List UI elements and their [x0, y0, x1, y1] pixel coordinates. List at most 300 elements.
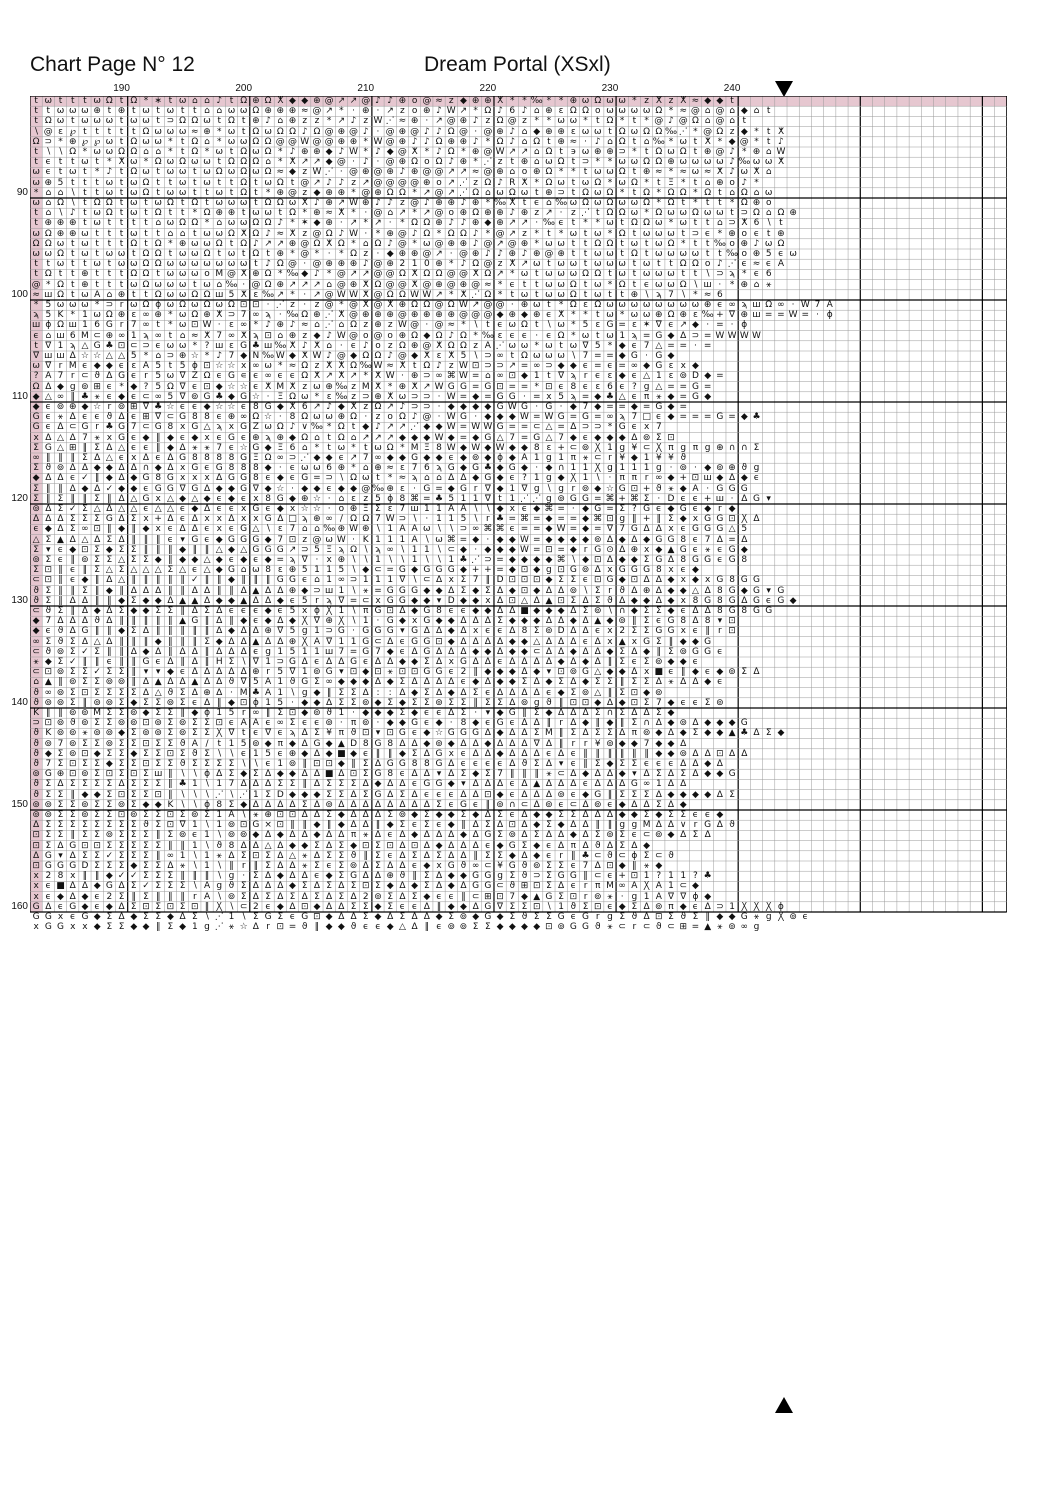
stitch-symbol: D [496, 575, 504, 586]
stitch-symbol: t [534, 289, 539, 300]
stitch-symbol: ◆ [618, 810, 626, 820]
stitch-symbol: ω [203, 238, 211, 249]
stitch-symbol: 1 [509, 493, 516, 504]
stitch-symbol: G [447, 381, 455, 392]
stitch-symbol: ϑ [656, 922, 662, 933]
stitch-symbol: Ω [594, 269, 602, 280]
stitch-symbol: ⊕ [117, 289, 126, 300]
stitch-symbol: ω [581, 177, 590, 188]
stitch-symbol: ⵅ [326, 361, 333, 372]
stitch-symbol: Ω [472, 208, 480, 219]
stitch-symbol: ◆ [44, 524, 52, 535]
stitch-symbol: Δ [533, 789, 540, 800]
stitch-symbol: r [107, 402, 112, 412]
stitch-symbol: Σ [314, 728, 320, 739]
stitch-symbol: π [338, 728, 345, 739]
stitch-symbol: ▾ [143, 667, 149, 678]
stitch-symbol: Σ [423, 820, 430, 831]
stitch-symbol: Δ [191, 646, 198, 657]
stitch-symbol: ш [68, 320, 77, 331]
stitch-symbol: Σ [619, 646, 626, 657]
stitch-symbol: Σ [619, 657, 626, 667]
stitch-symbol: Δ [399, 606, 406, 616]
stitch-symbol: Δ [570, 718, 577, 729]
stitch-symbol: 7 [509, 891, 516, 902]
stitch-symbol: G [594, 789, 602, 800]
stitch-symbol: Ω [32, 136, 40, 147]
stitch-symbol: ∖ [411, 514, 418, 525]
stitch-symbol: ‖ [534, 769, 539, 780]
stitch-symbol: @ [410, 177, 420, 188]
stitch-symbol: o [204, 269, 210, 280]
stitch-symbol: ∞ [435, 371, 443, 382]
stitch-symbol: ϵ [167, 534, 174, 545]
stitch-symbol: G [752, 585, 760, 596]
stitch-symbol: Δ [277, 616, 284, 627]
stitch-symbol: Σ [631, 901, 638, 912]
stitch-symbol: Δ [570, 422, 577, 433]
stitch-symbol: ‖ [229, 616, 234, 627]
stitch-symbol: ♪ [350, 116, 357, 127]
stitch-symbol: 8 [204, 412, 210, 423]
stitch-symbol: ∖ [240, 657, 247, 667]
stitch-symbol: △ [57, 442, 64, 453]
stitch-symbol: Δ [558, 779, 565, 790]
stitch-symbol: Δ [545, 585, 552, 596]
stitch-symbol: ω [557, 289, 565, 300]
stitch-symbol: ⊚ [679, 748, 687, 759]
stitch-symbol: x [253, 514, 259, 525]
stitch-symbol: ω [532, 259, 541, 270]
stitch-symbol: ω [606, 167, 614, 178]
stitch-symbol: ◆ [691, 881, 699, 892]
stitch-symbol: G [227, 534, 235, 545]
stitch-symbol: △ [191, 493, 199, 504]
stitch-symbol: Δ [435, 687, 443, 698]
stitch-symbol: Δ [667, 728, 675, 739]
stitch-symbol: ϵ [570, 881, 577, 892]
stitch-symbol: 8 [228, 453, 235, 463]
stitch-symbol: t [34, 259, 38, 270]
stitch-symbol: * [485, 136, 491, 147]
stitch-symbol: ⌂ [301, 524, 308, 535]
stitch-symbol: ∞ [44, 687, 53, 698]
stitch-symbol: ⊚ [728, 667, 736, 678]
stitch-symbol: Ω [228, 157, 235, 168]
stitch-symbol: ◆ [496, 789, 504, 800]
stitch-symbol: ⊚ [252, 738, 260, 749]
stitch-symbol: r [608, 585, 612, 596]
stitch-symbol: ∖ [399, 544, 406, 555]
stitch-symbol: ⊚ [32, 555, 40, 565]
stitch-symbol: ∖ [692, 279, 699, 290]
stitch-symbol: · [535, 402, 539, 412]
stitch-symbol: ε [583, 300, 588, 310]
stitch-symbol: Δ [594, 769, 601, 780]
stitch-symbol: ‖ [607, 687, 613, 698]
stitch-symbol: ϑ [289, 677, 296, 688]
stitch-symbol: @ [373, 269, 383, 280]
stitch-symbol: ◆ [289, 432, 296, 443]
stitch-symbol: ∖ [643, 289, 650, 300]
stitch-symbol: ε [326, 391, 332, 402]
stitch-symbol: ¥ [326, 728, 332, 739]
stitch-symbol: △ [118, 555, 126, 565]
stitch-symbol: Δ [387, 657, 394, 667]
stitch-symbol: ⊕ [496, 208, 504, 219]
stitch-symbol: W [788, 310, 798, 321]
stitch-symbol: △ [179, 565, 187, 576]
stitch-symbol: Σ [497, 697, 503, 708]
stitch-symbol: ∖ [179, 799, 186, 810]
stitch-symbol: ⊃ [716, 269, 724, 280]
stitch-symbol: ‖ [302, 759, 307, 769]
stitch-symbol: t [657, 259, 661, 270]
stitch-symbol: ✓ [93, 667, 101, 678]
stitch-symbol: * [668, 167, 674, 178]
stitch-symbol: ⌂ [216, 218, 223, 229]
stitch-symbol: ◆ [667, 473, 675, 484]
stitch-symbol: △ [142, 565, 150, 576]
stitch-symbol: ⊕ [716, 442, 724, 453]
stitch-symbol: ⊡ [728, 514, 736, 525]
stitch-symbol: ⌂ [521, 136, 528, 147]
stitch-symbol: 1 [362, 616, 369, 627]
stitch-symbol: ◆ [166, 432, 174, 443]
stitch-symbol: Σ [228, 657, 235, 667]
stitch-symbol: ▾ [485, 708, 491, 718]
stitch-symbol: π [570, 453, 577, 463]
stitch-symbol: * [204, 218, 210, 229]
stitch-symbol: ⊕ [313, 147, 321, 157]
stitch-symbol: ⊡ [361, 840, 370, 851]
stitch-symbol: ω [520, 289, 529, 300]
stitch-symbol: Ω [582, 198, 589, 208]
stitch-symbol: ϕ [497, 453, 504, 463]
stitch-symbol: Δ [582, 728, 589, 739]
stitch-symbol: Δ [655, 595, 662, 606]
stitch-symbol: Σ [94, 555, 100, 565]
stitch-symbol: π [595, 881, 601, 892]
stitch-symbol: G [435, 759, 443, 769]
stitch-symbol: G [32, 412, 40, 423]
stitch-symbol: ϕ [826, 310, 833, 321]
stitch-symbol: ϵ [399, 636, 406, 647]
stitch-symbol: Σ [204, 759, 210, 769]
stitch-symbol: ω [642, 310, 651, 321]
stitch-symbol: ϡ [326, 595, 332, 606]
stitch-symbol: Σ [485, 922, 491, 933]
stitch-symbol: ◆ [447, 881, 455, 892]
stitch-symbol: ⊕ [752, 147, 761, 157]
stitch-symbol: ⊚ [655, 830, 663, 841]
stitch-symbol: ◆ [557, 687, 565, 698]
stitch-symbol: ω [252, 147, 260, 157]
stitch-symbol: x [436, 861, 442, 871]
stitch-symbol: ‰ [335, 391, 348, 402]
stitch-symbol: ω [606, 310, 614, 321]
stitch-symbol: @ [373, 167, 383, 178]
stitch-symbol: ◆ [374, 912, 382, 922]
stitch-symbol: Ω [240, 96, 248, 106]
stitch-symbol: Δ [594, 646, 601, 657]
stitch-symbol: Δ [228, 646, 235, 657]
stitch-symbol: ω [593, 198, 602, 208]
stitch-symbol: ∞ [325, 677, 333, 688]
stitch-symbol: ϵ [192, 381, 198, 392]
stitch-symbol: ϵ [668, 667, 674, 678]
stitch-symbol: Δ [655, 677, 662, 688]
stitch-symbol: ω [655, 228, 663, 239]
stitch-symbol: ◆ [704, 718, 712, 729]
stitch-symbol: @ [312, 228, 322, 239]
stitch-symbol: ⊕ [349, 279, 358, 290]
stitch-symbol: ω [630, 106, 639, 117]
stitch-symbol: ◆ [411, 687, 419, 698]
stitch-symbol: t [119, 116, 124, 127]
stitch-symbol: ▾ [558, 759, 564, 769]
stitch-symbol: t [693, 238, 698, 249]
stitch-symbol: ‖ [143, 575, 149, 586]
stitch-symbol: g [753, 922, 760, 933]
stitch-symbol: Δ [558, 636, 565, 647]
stitch-symbol: ↗ [459, 106, 468, 117]
stitch-symbol: ‖ [168, 626, 173, 637]
stitch-symbol: ◆ [667, 595, 675, 606]
stitch-symbol: Σ [558, 861, 564, 871]
stitch-symbol: ∖ [570, 555, 577, 565]
stitch-symbol: ◆ [496, 748, 504, 759]
stitch-symbol: ◆ [777, 728, 785, 739]
stitch-symbol: ◆ [215, 565, 223, 576]
stitch-symbol: Σ [558, 575, 564, 586]
stitch-symbol: · [474, 412, 478, 423]
stitch-symbol: ⊚ [56, 667, 65, 678]
stitch-symbol: ω [655, 269, 663, 280]
stitch-symbol: t [70, 279, 75, 290]
stitch-symbol: g [631, 891, 638, 902]
stitch-symbol: Ω [301, 412, 309, 423]
stitch-symbol: Σ [130, 881, 137, 892]
stitch-symbol: ‖ [107, 626, 112, 637]
stitch-symbol: ϵ [570, 789, 577, 800]
stitch-symbol: ♪ [338, 177, 345, 188]
stitch-symbol: Δ [558, 830, 565, 841]
stitch-symbol: ∇ [399, 575, 406, 586]
stitch-symbol: Ω [264, 167, 272, 178]
stitch-symbol: * [82, 147, 88, 157]
stitch-symbol: ◆ [569, 830, 577, 841]
stitch-symbol: ⊕ [532, 310, 541, 321]
stitch-symbol: Δ [362, 779, 369, 790]
stitch-symbol: z [522, 116, 527, 127]
stitch-symbol: ◆ [411, 881, 419, 892]
stitch-symbol: Σ [399, 677, 406, 688]
stitch-symbol: ⋰ [324, 310, 334, 321]
stitch-symbol: W [349, 289, 358, 300]
stitch-symbol: ▾ [546, 667, 552, 678]
stitch-symbol: ◆ [398, 616, 406, 627]
stitch-symbol: ⌂ [33, 677, 39, 688]
stitch-symbol: 1 [338, 708, 345, 718]
stitch-symbol: ∇ [142, 402, 149, 412]
stitch-symbol: ⊡ [81, 544, 89, 555]
stitch-symbol: Ω [386, 289, 394, 300]
stitch-symbol: G [411, 718, 419, 729]
stitch-symbol: ⊡ [166, 820, 175, 831]
stitch-symbol: ♪ [436, 126, 442, 137]
stitch-symbol: ⊞ [68, 442, 77, 453]
stitch-symbol: ⊡ [117, 340, 126, 351]
stitch-symbol: ⊚ [178, 830, 187, 841]
stitch-symbol: Σ [69, 524, 76, 535]
stitch-symbol: G [716, 483, 724, 494]
stitch-symbol: ⊞ [93, 381, 101, 392]
stitch-symbol: ⊚ [32, 799, 40, 810]
stitch-symbol: ◆ [398, 718, 406, 729]
stitch-symbol: @ [446, 279, 456, 290]
stitch-symbol: Δ [313, 810, 321, 820]
stitch-symbol: ϵ [448, 606, 454, 616]
stitch-symbol: ϵ [69, 565, 76, 576]
stitch-symbol: ▲ [252, 585, 260, 596]
stitch-symbol: ◆ [57, 381, 64, 392]
stitch-symbol: Δ [106, 606, 113, 616]
stitch-symbol: Δ [399, 861, 406, 871]
stitch-symbol: ⋰ [727, 259, 737, 270]
stitch-symbol: ⌂ [277, 116, 284, 127]
stitch-symbol: Σ [143, 769, 149, 780]
stitch-symbol: ∖ [228, 901, 235, 912]
stitch-symbol: ◆ [179, 544, 187, 555]
stitch-symbol: ϵ [314, 718, 320, 729]
stitch-symbol: 1 [411, 544, 418, 555]
stitch-symbol: ∖ [45, 147, 52, 157]
stitch-symbol: 5 [277, 667, 284, 678]
stitch-symbol: ◆ [142, 606, 150, 616]
stitch-symbol: Ω [203, 208, 211, 219]
stitch-symbol: t [620, 218, 624, 229]
stitch-symbol: ⊕ [374, 310, 382, 321]
stitch-symbol: ⊕ [532, 167, 541, 178]
stitch-symbol: Σ [338, 840, 345, 851]
stitch-symbol: ◆ [667, 351, 675, 361]
stitch-symbol: @ [654, 116, 664, 127]
stitch-symbol: ϑ [570, 901, 577, 912]
stitch-symbol: ω [606, 330, 614, 341]
stitch-symbol: ◆ [618, 901, 626, 912]
stitch-symbol: ↗ [361, 269, 370, 280]
stitch-symbol: ◆ [618, 432, 626, 443]
stitch-symbol: ? [522, 473, 527, 484]
stitch-symbol: ω [227, 198, 236, 208]
stitch-symbol: ⌂ [704, 106, 711, 117]
stitch-symbol: ≈ [325, 208, 333, 219]
stitch-symbol: ϵ [472, 759, 479, 769]
stitch-symbol: Σ [118, 769, 125, 780]
stitch-symbol: ϵ [448, 667, 454, 678]
stitch-symbol: ◆ [508, 850, 516, 861]
stitch-symbol: ⊚ [130, 810, 138, 820]
stitch-symbol: ⚹ [57, 412, 64, 423]
stitch-symbol: ‖ [522, 708, 527, 718]
stitch-symbol: ⊡ [117, 810, 126, 820]
stitch-symbol: ↗ [386, 432, 394, 443]
stitch-symbol: ∨ [679, 820, 687, 831]
stitch-symbol: ⊡ [252, 300, 260, 310]
stitch-symbol: ϵ [436, 922, 442, 933]
stitch-symbol: ϑ [607, 595, 613, 606]
stitch-symbol: ◆ [618, 575, 626, 586]
stitch-symbol: Δ [240, 779, 247, 790]
stitch-symbol: · [718, 279, 722, 290]
stitch-symbol: ϵ [582, 432, 589, 443]
stitch-symbol: ⊕ [557, 249, 565, 259]
stitch-symbol: ♪ [411, 412, 418, 423]
stitch-symbol: Σ [729, 789, 735, 800]
stitch-symbol: △ [655, 381, 663, 392]
stitch-symbol: ⊡ [484, 789, 492, 800]
stitch-symbol: ϵ [448, 799, 454, 810]
stitch-symbol: ⌂ [326, 340, 332, 351]
stitch-symbol: ⊡ [630, 697, 639, 708]
stitch-symbol: ◆ [484, 544, 492, 555]
stitch-symbol: ‖ [314, 922, 320, 933]
stitch-symbol: G [166, 473, 174, 484]
stitch-symbol: △ [105, 565, 113, 576]
stitch-symbol: 1 [191, 840, 198, 851]
stitch-symbol: W [300, 136, 310, 147]
stitch-symbol: G [301, 473, 309, 484]
stitch-symbol: Δ [545, 830, 552, 841]
stitch-symbol: ◆ [618, 861, 626, 871]
stitch-symbol: Ω [350, 473, 357, 484]
stitch-symbol: = [667, 340, 675, 351]
stitch-symbol: ⊚ [581, 442, 590, 453]
stitch-symbol: ⌘ [556, 555, 566, 565]
stitch-symbol: ‖ [143, 636, 149, 647]
stitch-symbol: 8 [253, 402, 259, 412]
stitch-symbol: @ [495, 228, 505, 239]
stitch-symbol: t [144, 238, 148, 249]
stitch-symbol: = [313, 473, 321, 484]
stitch-symbol: Ω [386, 187, 394, 198]
stitch-symbol: D [81, 861, 89, 871]
stitch-symbol: ✓ [81, 473, 89, 484]
stitch-symbol: G [69, 901, 77, 912]
stitch-symbol: ⚹ [582, 453, 589, 463]
stitch-symbol: Δ [411, 769, 418, 780]
stitch-symbol: ⵅ [777, 157, 784, 168]
stitch-symbol: Ω [521, 320, 528, 331]
stitch-symbol: 7 [57, 738, 64, 749]
stitch-symbol: ϵ [45, 412, 52, 423]
stitch-symbol: ω [789, 249, 797, 259]
stitch-symbol: ⊡ [361, 881, 370, 892]
stitch-symbol: ⵅ [777, 126, 784, 137]
stitch-symbol: Δ [741, 534, 748, 545]
stitch-symbol: Δ [582, 799, 589, 810]
stitch-symbol: @ [385, 177, 395, 188]
stitch-symbol: Δ [191, 524, 198, 535]
stitch-symbol: ∇ [313, 616, 320, 627]
stitch-symbol: t [144, 198, 148, 208]
stitch-symbol: ◆ [472, 534, 480, 545]
stitch-symbol: ⊡ [44, 575, 53, 586]
stitch-symbol: ϵ [570, 912, 577, 922]
stitch-symbol: 1 [387, 524, 394, 535]
stitch-symbol: G [655, 402, 663, 412]
